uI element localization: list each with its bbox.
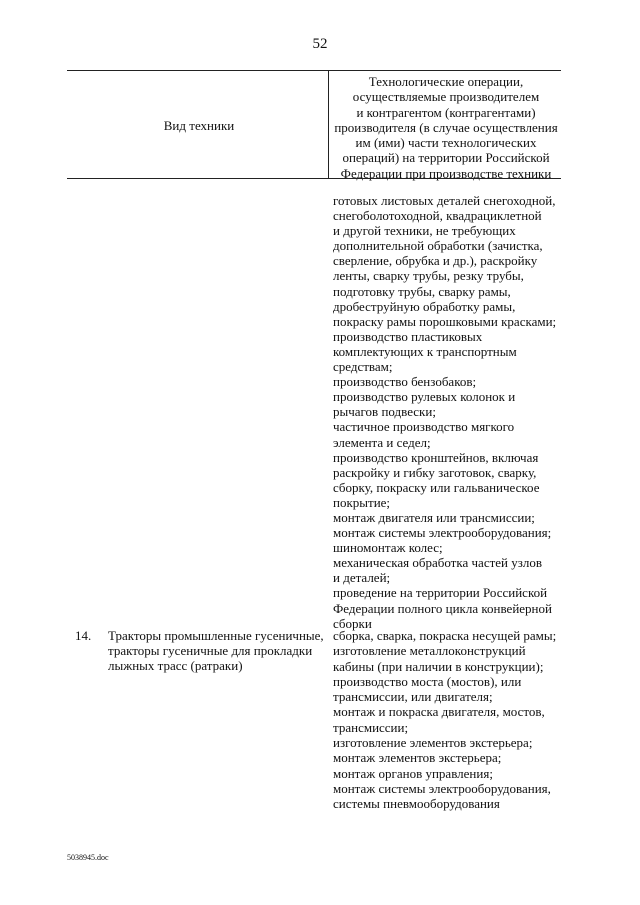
row-operations: сборка, сварка, покраска несущей рамы; изготовление металлоконструкций кабины (при наличии в конструкции); производство моста (мостов), или трансмиссии, или двигателя; монтаж и покраска двигателя, мостов, трансмиссии; изготовление элементов экстерьера; монтаж элементов экстерьера; монтаж органов управления; монтаж системы электрооборудования, системы пневмооборудования: [333, 628, 557, 812]
row-number: 14.: [75, 628, 92, 643]
row-vehicle-type: Тракторы промышленные гусеничные, тракторы гусеничные для прокладки лыжных трасс (ратраки): [108, 628, 324, 674]
header-vehicle-type: Вид техники: [163, 118, 235, 133]
page-number: 52: [312, 36, 328, 52]
header-bottom-rule: [67, 178, 561, 179]
header-technological-operations: Технологические операции, осуществляемые производителем и контрагентом (контрагентами) производителя (в случае осуществления им (ими) части технологических операций) на территории Российской Федерации при производстве техники: [334, 74, 558, 181]
footer-filename: 5038945.doc: [67, 853, 109, 862]
continued-operations-cell: готовых листовых деталей снегоходной, снегоболотоходной, квадрациклетной и другой техники, не требующих дополнительной обработки (зачистка, сверление, обрубка и др.), раскройку ленты, сварку трубы, резку трубы, подготовку трубы, сварку рамы, дробеструйную обработку рамы, покраску рамы порошковыми красками; производство пластиковых комплектующих к транспортным средствам; производство бензобаков; производство рулевых колонок и рычагов подвески; частичное производство мягкого элемента и седел; производство кронштейнов, включая раскройку и гибку заготовок, сварку, сборку, покраску или гальваническое покрытие; монтаж двигателя или трансмиссии; монтаж системы электрооборудования; шиномонтаж колес; механическая обработка частей узлов и деталей; проведение на территории Российской Федерации полного цикла конвейерной сборки: [333, 193, 557, 631]
table-top-rule: [67, 70, 561, 71]
